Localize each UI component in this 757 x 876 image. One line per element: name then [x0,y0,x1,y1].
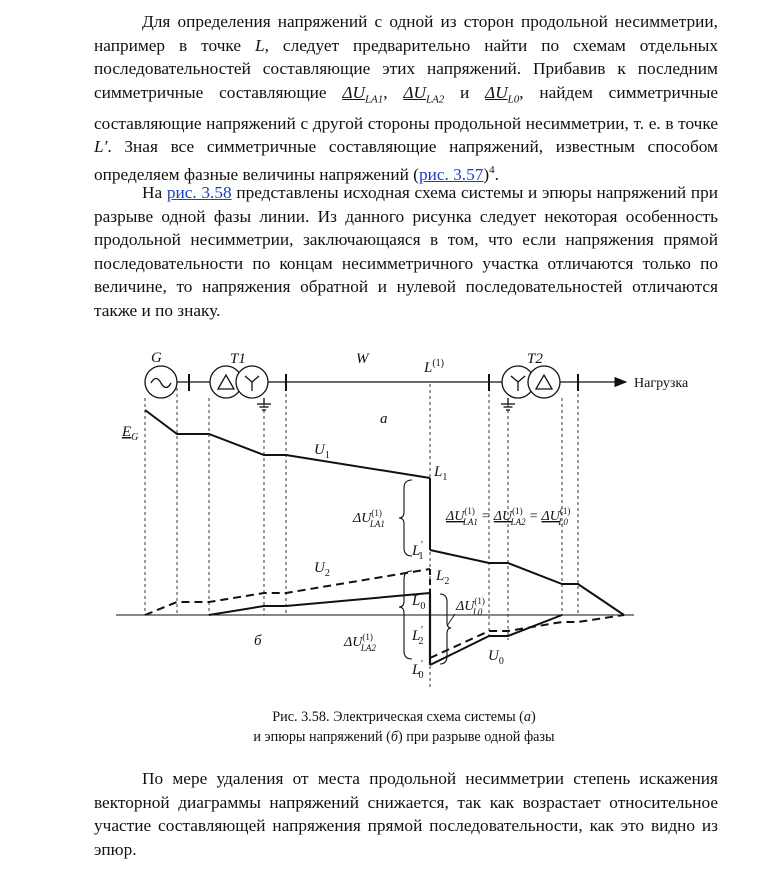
fig-3-57-link[interactable]: рис. 3.57 [418,164,484,184]
caption-line-1: Рис. 3.58. Электрическая схема системы (а) [272,709,536,725]
fig-3-58-link[interactable]: рис. 3.58 [166,183,232,202]
paragraph-3: По мере удаления от места продольной несимметрии степень искажения векторной диаграммы напряжений снижается, так как возрастает относительное участие составляющей напряжения прямой последовательности, как это видно из эпюр. [94,769,718,859]
p1-delta-u-la1: $\Delta U_{LA1}$ [342,82,384,106]
p1-text-4: . Зная все симметричные составляющие напряжений, известным способом определяем фазные величины напряжений ( [94,137,718,184]
label-l1-prime: L′ 1 [412,540,424,562]
label-delta-u-l0: ΔU$^{(1)}$ L0 [456,596,485,617]
p1-period: . [494,164,499,184]
label-t2: T2 [527,351,543,367]
p1-delta-u-l0: $\Delta U_{L0}$ [485,82,520,106]
circuit-diagram [145,366,626,410]
p1-delta-u-la2: $\Delta U_{LA2}$ [403,82,445,106]
paragraph-1 [94,10,718,186]
p2-text-2: представлены исходная схема системы и эпюры напряжений при разрыве одной фазы линии. Из данного рисунка следует некоторая особенность продольной несимметрии, заключающаяся в том, что если напряжения прямой последовательности по концам несимметричного участка отличаются только по величине, то напряжения обратной и нулевой последовательностей отличаются также и по знаку. [94,183,718,320]
p1-and: и [444,82,486,102]
p1-paren: ) [483,164,490,184]
p1-comma: , [383,82,404,102]
label-l: $L^{(1)}$ [424,358,445,376]
label-l2-prime: L′ 2 [412,625,424,647]
label-l1: $L_1$ [434,464,448,483]
figure-3-58 [108,344,689,694]
paragraph-2 [94,181,718,323]
brace-delta-u-l0 [440,594,451,664]
p1-text-1: Для определения напряжений с одной из сторон продольной несимметрии, например в точке [94,12,718,55]
u0-curve [209,593,430,615]
label-l0-prime: L′ 0 [412,659,424,681]
p2-text-1: На [142,183,167,202]
equation-delta-u: ΔU$^{(1)}$ $LA1 = \Delta U^{(1)}$ $LA2 = \Delta U^{(1)}$ L0 [446,506,571,527]
label-u1: $U_1$ [314,442,330,461]
label-delta-u-la2: ΔU$^{(1)}$ LA2 [344,632,376,653]
label-delta-u-la1: ΔU$^{(1)}$ LA1 [353,508,385,529]
label-l2: $L_2$ [436,568,450,587]
label-load: Нагрузка [634,376,689,391]
transformer-t2-secondary [528,366,560,398]
p1-point-L: L [255,35,265,55]
label-l0: $L_0$ [412,593,426,612]
label-w: W [356,351,369,367]
p1-point-Lprime: L′ [94,137,108,157]
label-b: б [254,633,262,649]
p1-text-2: , следует предварительно найти по схемам отдельных последовательностей составляющие этих напряжений. Прибавив к последним симметричные составляющие [94,35,718,102]
caption-line-2: и эпюры напряжений (б) при разрыве одной фазы [253,729,555,745]
footnote-ref[interactable]: 4 [489,164,495,177]
label-eg: $E_G$ [122,424,139,443]
label-t1: T1 [230,351,246,367]
u2-curve [145,569,430,615]
label-g: G [151,350,162,366]
label-u2: $U_2$ [314,560,330,579]
label-a: а [380,411,388,427]
brace-delta-u-la1 [399,480,412,556]
figure-caption [94,707,714,747]
label-u0: $U_0$ [488,648,504,667]
p1-text-3: , найдем симметричные составляющие напряжений с другой стороны продольной несимметрии, т. е. в точке [94,82,718,133]
